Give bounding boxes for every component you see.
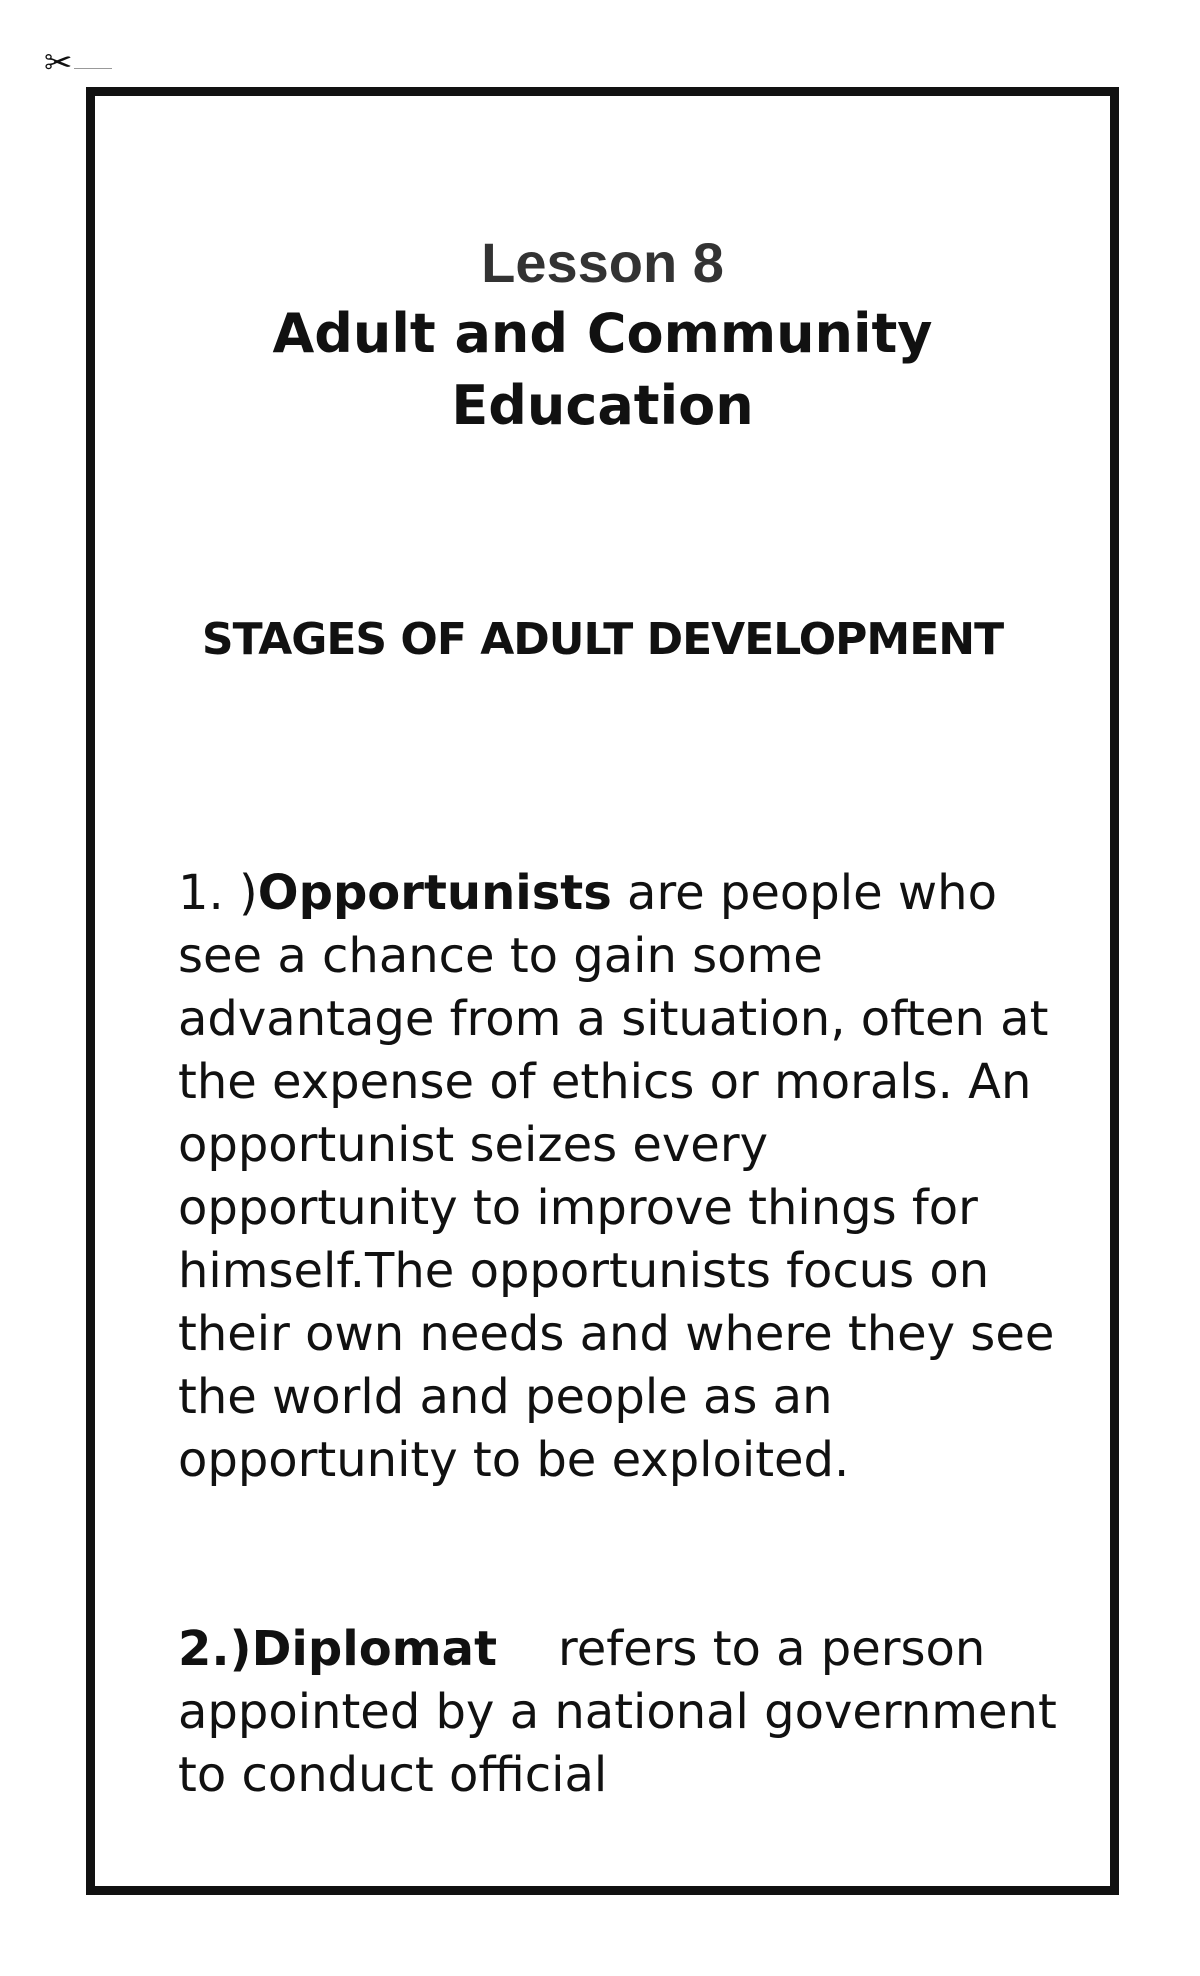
cut-line — [74, 68, 112, 69]
item-term: Opportunists — [257, 865, 612, 921]
item-description: refers to a person appointed by a national government to conduct official — [178, 1621, 1073, 1803]
title-block — [86, 228, 1119, 442]
lesson-title-text: Adult and Community Education — [272, 302, 933, 437]
item-description: are people who see a chance to gain some advantage from a situation, often at the expense of ethics or morals. An opportunist seizes every opportunity to improve things for himself.The opportunists focus on their own needs and where they see the world and people as an opportunity to be exploited. — [178, 865, 1055, 1488]
scissors-cut-mark — [44, 43, 114, 86]
item-number: 2.) — [178, 1621, 252, 1677]
item-number: 1. ) — [178, 865, 258, 921]
lesson-title — [86, 298, 1119, 442]
scissors-icon: ✂ — [44, 43, 73, 83]
list-item — [178, 862, 1058, 1492]
section-heading: STAGES OF ADULT DEVELOPMENT — [201, 614, 1004, 665]
lesson-number: Lesson 8 — [481, 231, 724, 294]
item-term: Diplomat — [251, 1621, 498, 1677]
list-item — [178, 1618, 1073, 1807]
